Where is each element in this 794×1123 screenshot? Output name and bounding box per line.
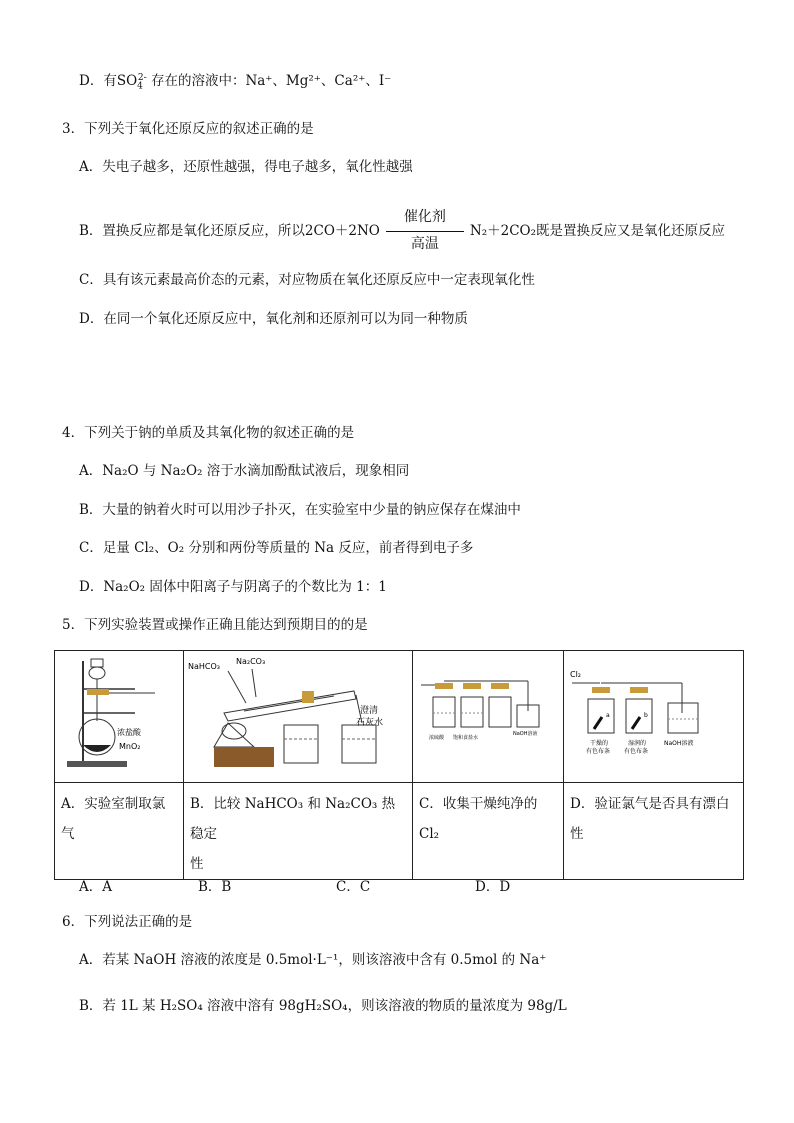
q4-option-a: A．Na₂O 与 Na₂O₂ 溶于水滴加酚酞试液后，现象相同 (79, 463, 410, 479)
svg-text:a: a (606, 712, 610, 719)
svg-text:饱和食盐水: 饱和食盐水 (453, 735, 479, 741)
q5-choice-b: B．B (198, 879, 232, 895)
svg-text:石灰水: 石灰水 (356, 718, 384, 728)
figure-a-cell (55, 651, 184, 783)
svg-text:有色布条: 有色布条 (624, 748, 649, 755)
q5-choice-d: D．D (475, 879, 511, 895)
q4-option-d: D．Na₂O₂ 固体中阳离子与阴离子的个数比为 1：1 (79, 579, 387, 595)
q5-choice-c: C．C (336, 879, 371, 895)
svg-text:干燥的: 干燥的 (590, 740, 609, 747)
figure-c-gas-collection (413, 651, 563, 778)
q3-option-c: C．具有该元素最高价态的元素，对应物质在氧化还原反应中一定表现氧化性 (79, 272, 535, 288)
svg-text:MnO₂: MnO₂ (119, 742, 141, 751)
svg-text:b: b (644, 712, 648, 719)
q6-option-a: A．若某 NaOH 溶液的浓度是 0.5mol·L⁻¹，则该溶液中含有 0.5mol 的 Na⁺ (79, 952, 547, 968)
svg-text:Cl₂: Cl₂ (570, 670, 582, 679)
q4-option-c: C．足量 Cl₂、O₂ 分别和两份等质量的 Na 反应，前者得到电子多 (79, 540, 474, 556)
q4-option-b: B．大量的钠着火时可以用沙子扑灭，在实验室中少量的钠应保存在煤油中 (79, 502, 521, 518)
svg-text:NaOH溶液: NaOH溶液 (664, 740, 694, 747)
svg-text:有色布条: 有色布条 (586, 748, 611, 755)
q3-option-b: B．置换反应都是氧化还原反应，所以2CO＋2NO $\frac{\text{催化剂}}{\text{高温}}$ N₂＋2CO₂既是置换反应又是氧化还原反应 (79, 209, 726, 252)
figure-d-bleach-test (564, 651, 743, 778)
q2-option-d: D．有$SO_4^{2-}$ 存在的溶液中：Na⁺、Mg²⁺、Ca²⁺、I⁻ (79, 72, 392, 92)
option-d-label-cell: D．验证氯气是否具有漂白 性 (564, 783, 744, 880)
q3-option-d: D．在同一个氧化还原反应中，氧化剂和还原剂可以为同一种物质 (79, 311, 468, 327)
svg-text:湿润的: 湿润的 (628, 740, 647, 747)
svg-text:澄清: 澄清 (360, 706, 379, 716)
q5-stem: 5．下列实验装置或操作正确且能达到预期目的的是 (62, 617, 368, 633)
figure-d-cell (564, 651, 744, 783)
figure-b-heating-setup (184, 651, 412, 778)
experiment-table (54, 650, 744, 880)
figure-c-cell (413, 651, 564, 783)
q3-stem: 3．下列关于氧化还原反应的叙述正确的是 (62, 121, 314, 137)
svg-text:Na₂CO₃: Na₂CO₃ (236, 657, 266, 666)
q6-stem: 6．下列说法正确的是 (62, 914, 193, 930)
svg-text:NaHCO₃: NaHCO₃ (188, 662, 220, 671)
q3-option-a: A．失电子越多，还原性越强，得电子越多，氧化性越强 (79, 159, 413, 175)
reaction-condition: $\frac{\text{催化剂}}{\text{高温}}$ (386, 213, 464, 250)
q4-stem: 4．下列关于钠的单质及其氧化物的叙述正确的是 (62, 425, 355, 441)
svg-text:浓硫酸: 浓硫酸 (429, 735, 445, 741)
q6-option-b: B．若 1L 某 H₂SO₄ 溶液中溶有 98gH₂SO₄，则该溶液的物质的量浓度为 98g/L (79, 998, 567, 1014)
svg-text:浓盐酸: 浓盐酸 (117, 728, 141, 737)
option-c-label-cell: C．收集干燥纯净的 Cl₂ (413, 783, 564, 880)
option-a-label-cell: A．实验室制取氯 气 (55, 783, 184, 880)
q5-choice-a: A．A (79, 879, 112, 895)
figure-b-cell (184, 651, 413, 783)
option-b-label-cell: B．比较 NaHCO₃ 和 Na₂CO₃ 热稳定 性 (184, 783, 413, 880)
figure-a-chlorine-generator (55, 651, 183, 778)
svg-text:NaOH溶液: NaOH溶液 (513, 731, 538, 737)
